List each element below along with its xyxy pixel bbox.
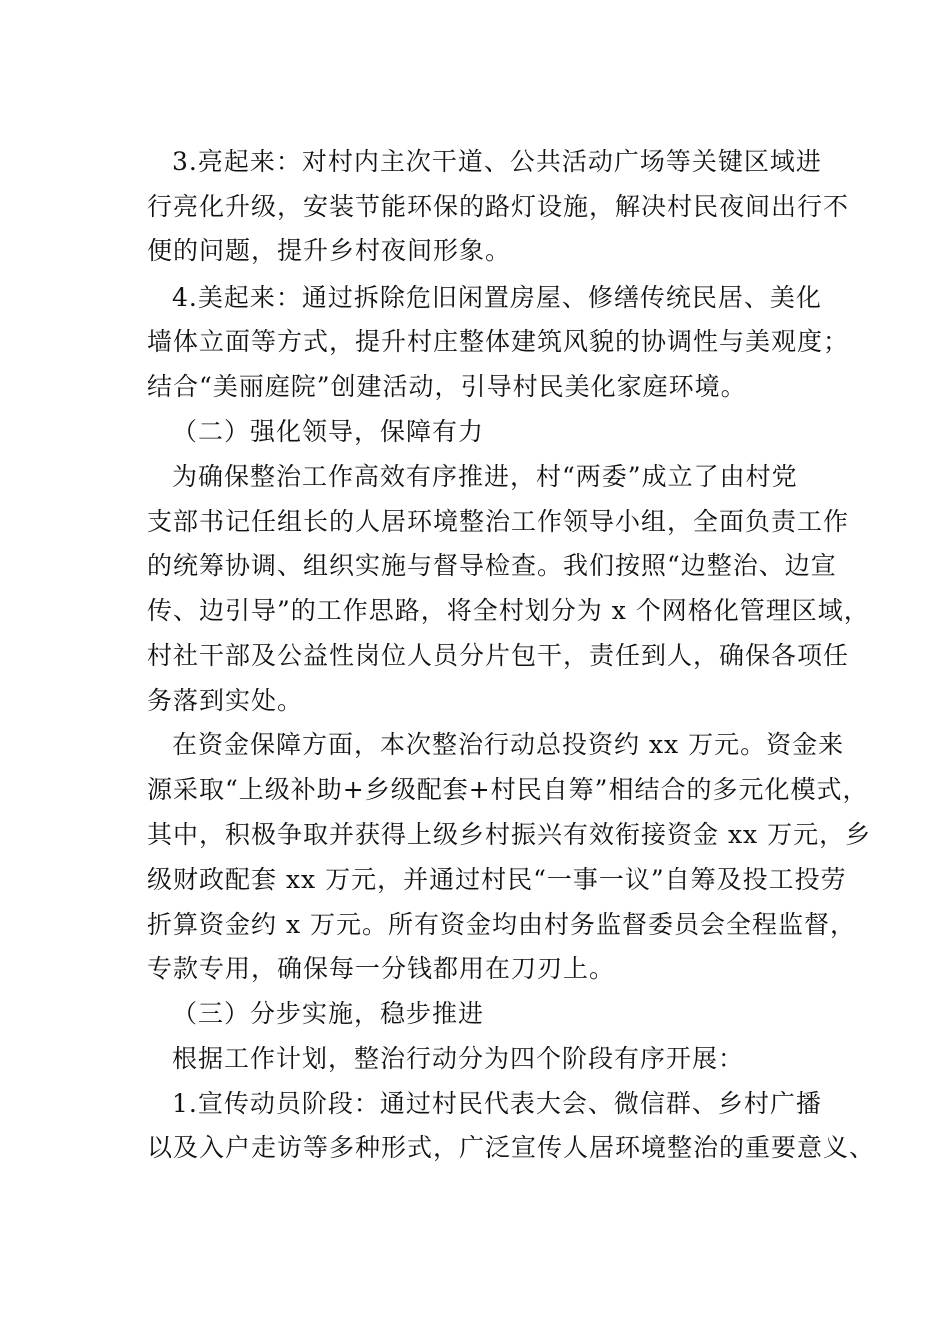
paragraph-line: 4.美起来：通过拆除危旧闲置房屋、修缮传统民居、美化	[172, 283, 822, 312]
section-heading: （二）强化领导，保障有力	[172, 417, 485, 446]
section-heading: （三）分步实施，稳步推进	[172, 999, 485, 1028]
paragraph-line: 为确保整治工作高效有序推进，村“两委”成立了由村党	[172, 462, 798, 491]
paragraph-line: 务落到实处。	[147, 686, 304, 715]
paragraph-line: 源采取“上级补助+乡级配套+村民自筹”相结合的多元化模式，	[147, 775, 869, 804]
paragraph-line: 结合“美丽庭院”创建活动，引导村民美化家庭环境。	[147, 372, 747, 401]
paragraph-line: 根据工作计划，整治行动分为四个阶段有序开展：	[172, 1044, 745, 1073]
paragraph-line: 在资金保障方面，本次整治行动总投资约 xx 万元。资金来	[172, 730, 845, 759]
paragraph-line: 村社干部及公益性岗位人员分片包干，责任到人，确保各项任	[147, 641, 850, 670]
paragraph-line: 行亮化升级，安装节能环保的路灯设施，解决村民夜间出行不	[147, 192, 850, 221]
paragraph-line: 级财政配套 xx 万元，并通过村民“一事一议”自筹及投工投劳	[147, 865, 847, 894]
paragraph-line: 以及入户走访等多种形式，广泛宣传人居环境整治的重要意义、	[147, 1133, 876, 1162]
paragraph-line: 3.亮起来：对村内主次干道、公共活动广场等关键区域进	[172, 147, 822, 176]
paragraph-line: 传、边引导”的工作思路，将全村划分为 x 个网格化管理区域，	[147, 596, 870, 625]
paragraph-line: 的统筹协调、组织实施与督导检查。我们按照“边整治、边宣	[147, 551, 837, 580]
paragraph-line: 折算资金约 x 万元。所有资金均由村务监督委员会全程监督，	[147, 910, 856, 939]
paragraph-line: 1.宣传动员阶段：通过村民代表大会、微信群、乡村广播	[172, 1089, 822, 1118]
paragraph-line: 墙体立面等方式，提升村庄整体建筑风貌的协调性与美观度；	[147, 327, 850, 356]
paragraph-line: 支部书记任组长的人居环境整治工作领导小组，全面负责工作	[147, 507, 850, 536]
paragraph-line: 其中，积极争取并获得上级乡村振兴有效衔接资金 xx 万元，乡	[147, 820, 872, 849]
paragraph-line: 专款专用，确保每一分钱都用在刀刃上。	[147, 954, 616, 983]
paragraph-line: 便的问题，提升乡村夜间形象。	[147, 236, 512, 265]
